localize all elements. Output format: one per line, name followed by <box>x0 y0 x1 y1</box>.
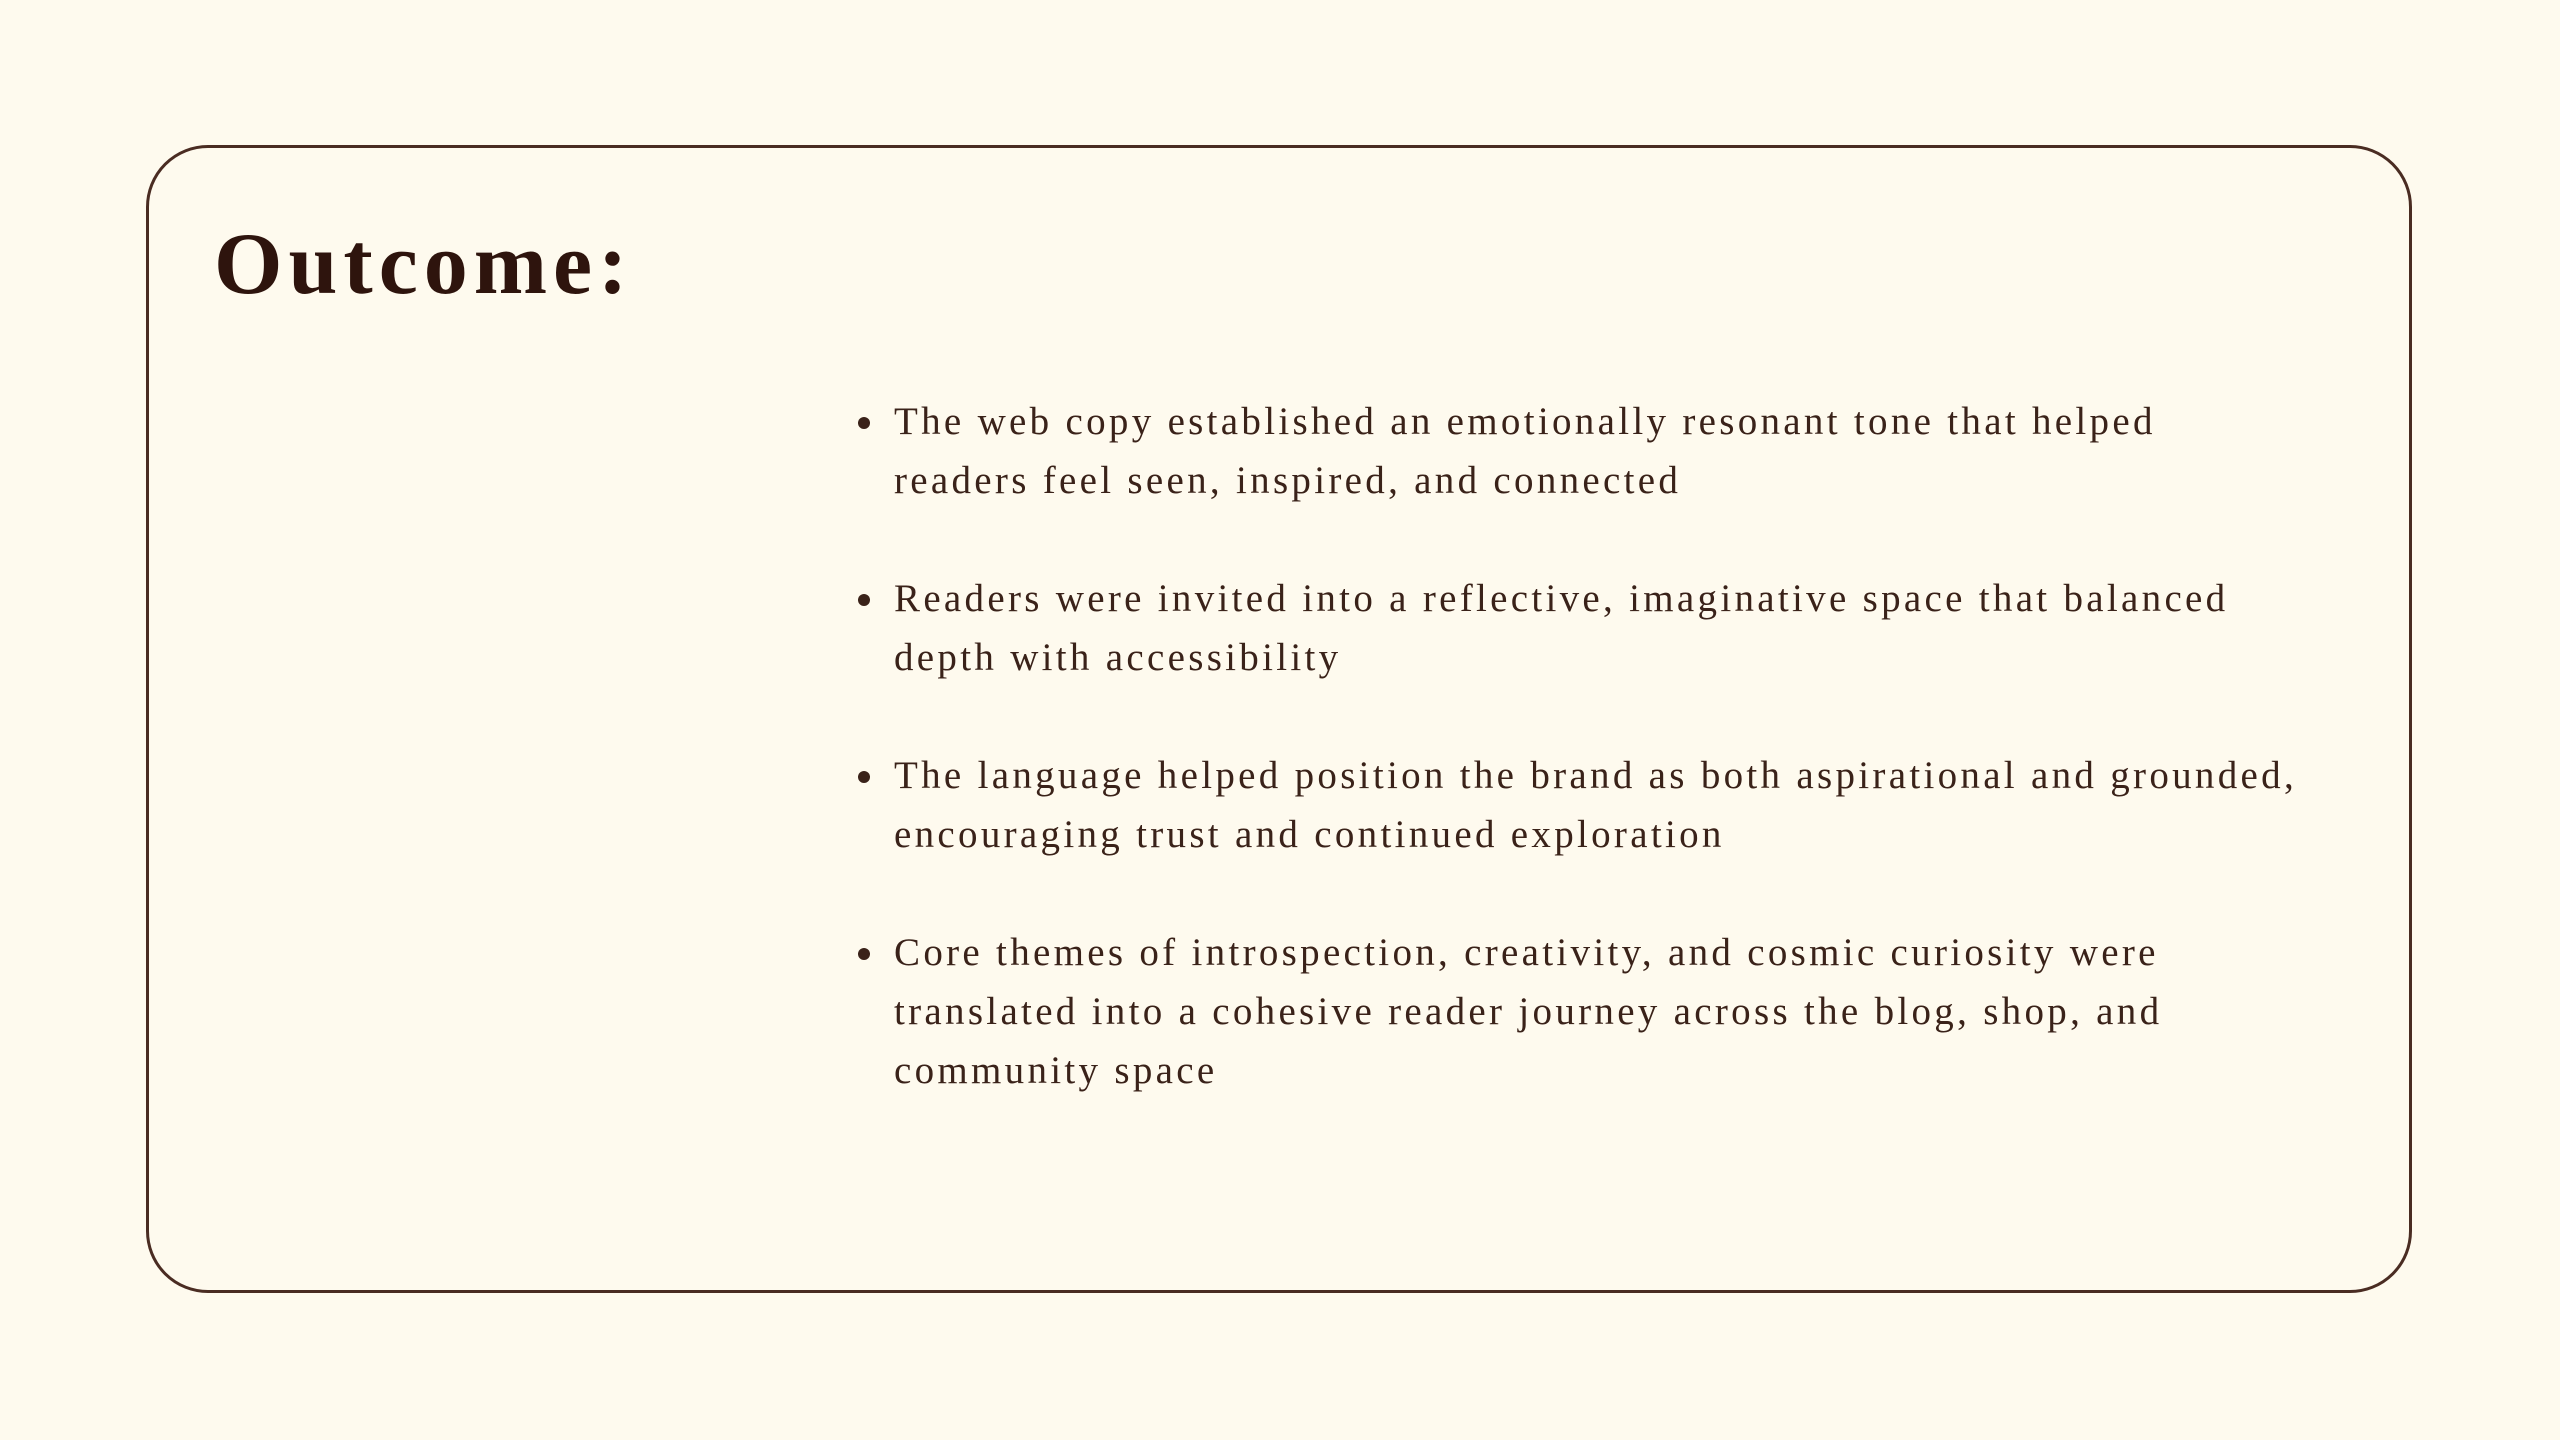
bullet-item <box>858 923 2298 1100</box>
slide-title: Outcome: <box>214 216 634 313</box>
bullet-item <box>858 746 2298 864</box>
bullet-dot-icon <box>858 594 870 606</box>
bullet-text: Readers were invited into a reflective, imaginative space that balanced depth with accessibility <box>894 577 2229 679</box>
bullet-dot-icon <box>858 948 870 960</box>
bullet-text: Core themes of introspection, creativity, and cosmic curiosity were translated into a cohesive reader journey across the blog, shop, and community space <box>894 931 2163 1092</box>
outcome-bullet-list <box>858 392 2298 1159</box>
bullet-text: The language helped position the brand as both aspirational and grounded, encouraging trust and continued exploration <box>894 754 2297 856</box>
bullet-dot-icon <box>858 771 870 783</box>
bullet-text: The web copy established an emotionally resonant tone that helped readers feel seen, inspired, and connected <box>894 400 2156 502</box>
bullet-item <box>858 569 2298 687</box>
bullet-dot-icon <box>858 417 870 429</box>
bullet-item <box>858 392 2298 510</box>
